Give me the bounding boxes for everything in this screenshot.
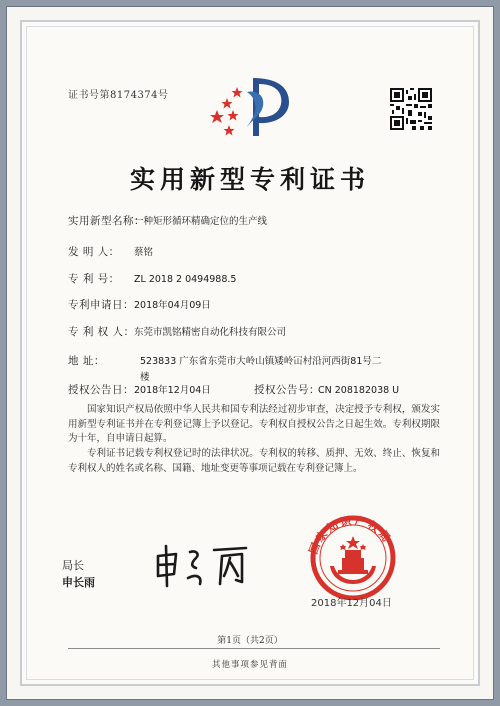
field-value-continued: 楼 (140, 372, 150, 383)
certificate-number: 证书号第8174374号 (68, 90, 169, 101)
svg-text:国家知识产权局 (306, 514, 394, 556)
legal-status-paragraph: 专利证书记载专利权登记时的法律状况。专利权的转移、质押、无效、终止、恢复和专利权人的姓名或名称、国籍、地址变更等事项记载在专利登记簿上。 (68, 448, 440, 474)
field-value: 蔡铭 (134, 247, 154, 258)
field-label: 发 明 人： (68, 246, 120, 258)
field-value: ZL 2018 2 0494988.5 (134, 274, 237, 285)
field-label: 专 利 号： (68, 273, 120, 285)
footer-divider (68, 648, 440, 649)
cnipa-logo-icon (203, 70, 303, 140)
footer-note: 其他事项参见背面 (211, 660, 288, 670)
field-label: 专 利 权 人： (68, 326, 135, 338)
field-value: 523833 广东省东莞市大岭山镇矮岭冚村沿河西街81号二 (140, 356, 382, 367)
director-name: 申长雨 (62, 576, 95, 589)
grant-number-label: 授权公告号： (254, 384, 320, 396)
director-signature-icon (150, 540, 260, 592)
official-seal-icon (300, 508, 406, 600)
seal-date: 2018年12月04日 (311, 598, 392, 609)
field-label: 专利申请日： (68, 299, 134, 311)
field-value: 东莞市凯铭精密自动化科技有限公司 (134, 327, 287, 338)
grant-statement-paragraph: 国家知识产权局依照中华人民共和国专利法经过初步审查，决定授予专利权，颁发实用新型专利证书并在专利登记簿上予以登记。专利权自授权公告之日起生效。专利权期限为十年，自申请日起算。 (68, 404, 440, 444)
seal-text: 国家知识产权局 (306, 514, 394, 556)
page-title: 实用新型专利证书 (129, 165, 370, 194)
grant-number-value: CN 208182038 U (318, 385, 400, 396)
grant-date-label: 授权公告日： (68, 384, 134, 396)
field-label: 地 址： (68, 355, 105, 367)
qr-code-icon (390, 88, 432, 130)
field-label: 实用新型名称： (68, 215, 145, 227)
director-title: 局长 (62, 559, 84, 572)
field-value: 2018年04月09日 (134, 300, 211, 311)
field-value: 一种矩形循环精确定位的生产线 (134, 216, 268, 227)
page-number: 第1页（共2页） (217, 636, 283, 646)
grant-date-value: 2018年12月04日 (134, 385, 211, 396)
